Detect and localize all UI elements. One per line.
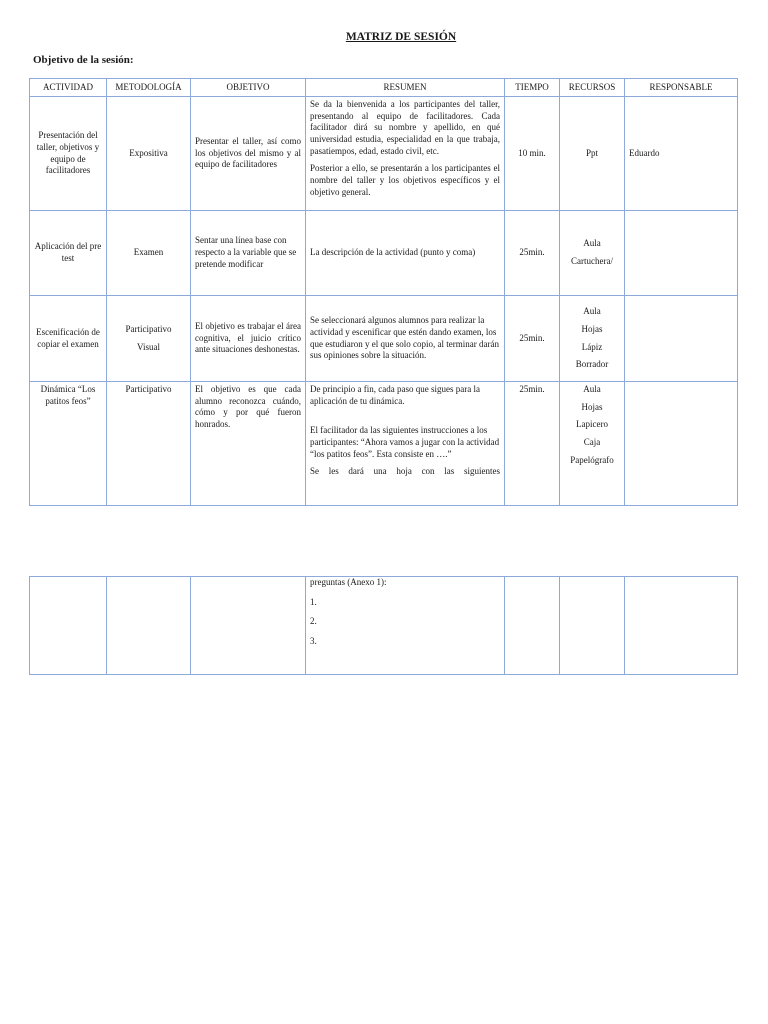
cell-objetivo (191, 577, 306, 675)
cell-recursos (560, 577, 625, 675)
resumen-paragraph: De principio a fin, cada paso que sigues para la aplicación de tu dinámica. (310, 384, 480, 406)
cell-actividad: Escenificación de copiar el examen (30, 296, 107, 382)
cell-recursos (560, 97, 625, 211)
session-matrix-table (29, 78, 738, 506)
cell-objetivo: Sentar una línea base con respecto a la variable que se pretende modificar (191, 211, 306, 296)
recurso-item: Aula (583, 238, 601, 249)
cell-objetivo: El objetivo es trabajar el área cognitiva, el juicio crítico ante situaciones deshonestas. (191, 296, 306, 382)
cell-objetivo: Presentar el taller, así como los objetivos del mismo y al equipo de facilitadores (191, 97, 306, 211)
header-tiempo: TIEMPO (505, 79, 560, 97)
cell-tiempo: 25min. (505, 382, 560, 506)
recurso-item: Hojas (581, 401, 603, 412)
metodologia-item: Participativo (125, 384, 172, 394)
resumen-paragraph: El facilitador da las siguientes instrucciones a los participantes: “Ahora vamos a jugar con la actividad “los patitos feos”. Esta consiste en ….” (310, 425, 500, 459)
recurso-item: Caja (583, 437, 601, 448)
recurso-item: Aula (583, 306, 601, 317)
resumen-line: 2. (310, 616, 317, 627)
cell-resumen (306, 97, 505, 211)
recurso-item: Aula (583, 384, 601, 394)
table-row (30, 296, 738, 382)
metodologia-item: Visual (137, 341, 160, 352)
page-title: MATRIZ DE SESIÓN (345, 31, 457, 43)
cell-responsable (625, 296, 738, 382)
cell-metodologia (107, 211, 191, 296)
cell-tiempo: 25min. (505, 296, 560, 382)
table-row (30, 382, 738, 506)
cell-metodologia (107, 577, 191, 675)
cell-metodologia (107, 296, 191, 382)
resumen-line: preguntas (Anexo 1): (310, 577, 387, 587)
recurso-item: Hojas (581, 323, 603, 334)
metodologia-item: Expositiva (129, 147, 168, 158)
cell-metodologia (107, 97, 191, 211)
resumen-paragraph: Se seleccionará algunos alumnos para realizar la actividad y escenificar que estén dando examen, los que estudiaron y el que solo copio, al terminar darán sus opiniones sobre la situación. (310, 315, 499, 361)
cell-tiempo: 25min. (505, 211, 560, 296)
resumen-paragraph: La descripción de la actividad (punto y coma) (310, 247, 476, 258)
table-row (30, 97, 738, 211)
cell-tiempo: 10 min. (505, 97, 560, 211)
recurso-item: Lapicero (576, 419, 608, 430)
cell-actividad: Presentación del taller, objetivos y equipo de facilitadores (30, 97, 107, 211)
resumen-paragraph: Se les dará una hoja con las siguientes (310, 466, 500, 477)
header-recursos: RECURSOS (560, 79, 625, 97)
metodologia-item: Participativo (125, 323, 172, 334)
cell-responsable (625, 211, 738, 296)
resumen-line: 1. (310, 596, 317, 607)
cell-responsable (625, 382, 738, 506)
recurso-item: Ppt (585, 147, 598, 158)
metodologia-item: Examen (133, 247, 164, 258)
cell-objetivo: El objetivo es que cada alumno reconozca cuándo, cómo y por qué fueron honrados. (191, 382, 306, 506)
header-resumen: RESUMEN (306, 79, 505, 97)
recurso-item: Borrador (575, 359, 609, 370)
table-row (30, 577, 738, 675)
cell-resumen (306, 577, 505, 675)
cell-tiempo (505, 577, 560, 675)
cell-resumen (306, 382, 505, 506)
cell-responsable: Eduardo (625, 97, 738, 211)
cell-resumen (306, 296, 505, 382)
table-header-row (30, 79, 738, 97)
header-objetivo: OBJETIVO (191, 79, 306, 97)
cell-recursos (560, 211, 625, 296)
cell-resumen (306, 211, 505, 296)
session-matrix-continuation (29, 576, 738, 675)
cell-actividad: Dinámica “Los patitos feos” (30, 382, 107, 506)
header-actividad: ACTIVIDAD (30, 79, 107, 97)
cell-responsable (625, 577, 738, 675)
recurso-item: Cartuchera/ (571, 256, 613, 266)
resumen-paragraph: Posterior a ello, se presentarán a los participantes el nombre del taller y los objetivos específicos y el objetivo general. (310, 163, 500, 197)
cell-metodologia (107, 382, 191, 506)
header-responsable: RESPONSABLE (625, 79, 738, 97)
header-metodologia: METODOLOGÍA (107, 79, 191, 97)
cell-recursos (560, 296, 625, 382)
recurso-item: Lápiz (581, 341, 603, 352)
session-objective-label: Objetivo de la sesión: (33, 54, 134, 66)
cell-actividad: Aplicación del pre test (30, 211, 107, 296)
resumen-line: 3. (310, 636, 317, 647)
cell-actividad (30, 577, 107, 675)
resumen-paragraph: Se da la bienvenida a los participantes del taller, presentando al equipo de facilitadores. Cada facilitador dirá su nombre y apellido, en qué universidad estudia, especialidad en la que trabaja, pasatiempos, edad, estado civil, etc. (310, 99, 500, 156)
recurso-item: Papelógrafo (570, 454, 614, 465)
cell-recursos (560, 382, 625, 506)
table-row (30, 211, 738, 296)
